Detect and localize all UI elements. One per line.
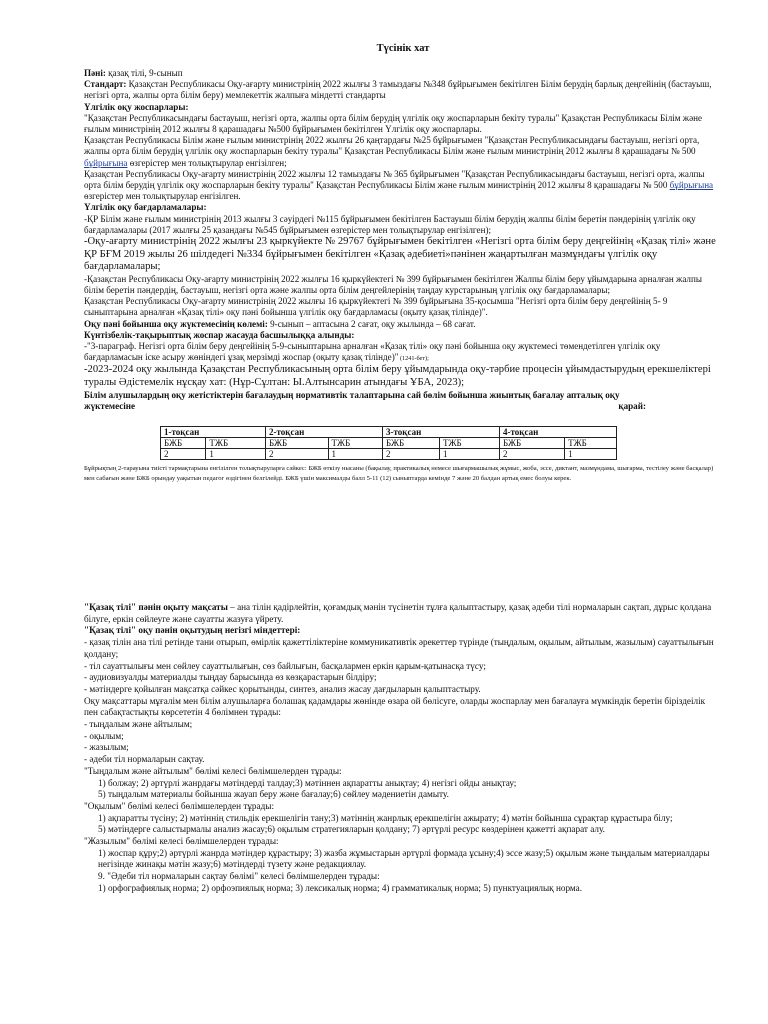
q3-bjb-value: 2 [383,449,440,460]
section-3: - жазылым; [84,742,129,753]
section-4: - әдеби тіл нормаларын сақтау. [84,754,205,765]
plan-3-text: Қазақстан Республикасы Оқу-ағарту министрінің 2022 жылғы 12 тамыздағы № 365 бұйрығымен "Қазақстан Республикасындағы бастауыш, негізгі орта, жалпы орта білім берудің үлгілік оқу жоспарларын бекіту туралы" Қазақстан Республикасы Білім және ғылым министрінің 2012 жылғы 8 қарашадағы № 500 [84,168,705,191]
ktp-heading: Күнтізбелік-тақырыптық жоспар жасауда басшылыққа алынды: [84,329,355,340]
standard-line [84,79,720,101]
quarter-3-header: 3-тоқсан [383,427,500,438]
ktp-item-1-text: -"3-параграф. Негізгі орта білім беру деңгейінің 5-9-сыныптарына арналған «Қазақ тілі» оқу пәні бойынша оқу жүктемесі төмендетілген үлгілік оқу бағдарламасын іске асыру жөніндегі ұзақ мерзімді жоспар (оқыту қазақ тілінде)" [84,341,661,363]
program-3: -Қазақстан Республикасы Оқу-ағарту министрінің 2022 жылғы 16 қыркүйектегі № 399 бұйрығымен бекітілген Жалпы білім беру ұйымдарына арналған жалпы білім беретін пәндердің, бастауыш, негізгі орта және жалпы орта білім деңгейлерінің таңдау курстарының үлгілік оқу бағдарламалары; [84,273,702,296]
plan-2-tail: өзгерістер мен толықтырулар енгізілген; [127,157,287,168]
plan-3 [84,169,720,203]
q4-tjb-value: 1 [565,449,617,460]
q3-tjb-value: 1 [440,449,500,460]
section-1: - тыңдалым және айтылым; [84,719,193,730]
listening-subs-2: 5) тыңдалым материалы бойынша жауап беру және бағалау;6) сөйлеу мәдениетін дамыту. [98,789,449,800]
ktp-item-2: -2023-2024 оқу жылында Қазақстан Республикасының орта білім беру ұйымдарында оқу-тәрбие процесін ұйымдастырудың ерекшеліктері туралы Әдістемелік нұсқау хат: (Нұр-Сұлтан: Ы.Алтынсарин атындағы ҰБА, 2023); [84,364,711,389]
quarter-2-header: 2-тоқсан [266,427,383,438]
assessment-heading [84,390,720,412]
standard-label: Стандарт: [84,79,127,90]
subject-line [84,68,720,79]
standard-value: Қазақстан Республикасы Оқу-ағарту министрінің 2022 жылғы 3 тамыздағы №348 бұйрығымен бекітілген Білім берудің барлық деңгейінің (бастауыш, негізгі орта, жалпы орта білім беру) мемлекеттік жалпыға міндетті стандарты [84,79,712,101]
listening-heading: "Тыңдалым және айтылым" бөлімі келесі бөлімшелерден тұрады: [84,765,342,776]
sections-intro: Оқу мақсаттары мұғалім мен білім алушыларға болашақ қадамдары жөнінде өзара ой бөлісуге, оларды жоспарлау мен бағалауға мүмкіндік беретін біріздеілік пен сабақтастықты көрсететін 4 бөлімнен тұрады: [84,695,706,718]
q4-tjb-header: ТЖБ [565,438,617,449]
listening-subs-1: 1) болжау; 2) әртүрлі жанрдағы мәтіндерді талдау;3) мәтіннен ақпаратты анықтау; 4) негізгі ойды анықтау; [98,777,517,788]
aim-paragraph [84,602,720,625]
quarter-row [161,427,617,438]
plan-1: "Қазақстан Республикасындағы бастауыш, негізгі орта, жалпы орта білім берудің үлгілік оқу жоспарларын бекіту туралы" Қазақстан Республикасы Білім және ғылым министрінің 2012 жылғы 8 қарашадағы №500 бұйрығымен бекітілген Үлгілік оқу жоспарлары. [84,112,703,135]
program-4: Қазақстан Республикасы Оқу-ағарту министрінің 2022 жылғы 16 қыркүйектегі № 399 бұйрығына 35-қосымша "Негізгі орта білім беру деңгейінің 5- 9 сыныптарына арналған «Қазақ тілі» оқу пәні бойынша үлгілік оқу бағдарламасы (оқыту қазақ тілінде)". [84,296,668,318]
task-2: - тіл сауаттылығы мен сөйлеу сауаттылығын, сөз байлығын, басқалармен еркін қарым-қатынасқа түсу; [84,660,486,671]
q2-tjb-value: 1 [328,449,382,460]
plan-3-tail: өзгерістер мен толықтырулар енгізілген. [84,191,241,202]
task-4: - мәтіндерге қойылған мақсатқа сәйкес қорытынды, синтез, анализ жасау дағдыларын қалыптастыру. [84,683,481,694]
aim-label: "Қазақ тілі" пәнін оқыту мақсаты [84,602,228,612]
q3-tjb-header: ТЖБ [440,438,500,449]
intro-block [84,68,720,412]
plan-2-text: Қазақстан Республикасы Білім және ғылым министрінің 2022 жылғы 26 қаңтардағы №25 бұйрығымен "Қазақстан Республикасындағы бастауыш, негізгі орта, жалпы орта білім берудің үлгілік оқу жоспарларын бекіту туралы" Қазақстан Республикасы Білім және ғылым министрінің 2012 жылғы 8 қарашадағы № 500 [84,135,700,157]
plan-2 [84,135,720,169]
ktp-item-1 [84,341,720,364]
goals-block [84,602,720,895]
subheader-row [161,438,617,449]
q4-bjb-header: БЖБ [500,438,565,449]
programs-heading: Үлгілік оқу бағдарламалары: [84,202,207,213]
document-title: Түсінік хат [376,43,430,54]
writing-subs: 1) жоспар құру;2) әртүрлі жанрда мәтіндер құрастыру; 3) жазба жұмыстарын әртүрлі формада ұсыну;4) эссе жазу;5) оқылым және тыңдалым материалдары негізінде жинақы мәтін жазу;6) мәтіндерді түзету және редакциялау. [98,847,710,870]
q3-bjb-header: БЖБ [383,438,440,449]
norms-subs: 1) орфографиялық норма; 2) орфоэпиялық норма; 3) лексикалық норма; 4) грамматикалық норма; 5) пунктуациялық норма. [98,882,583,893]
reading-subs-1: 1) ақпаратты түсіну; 2) мәтіннің стильдік ерекшелігін тану;3) мәтіннің жанрлық ерекшелігін ажырату; 4) мәтін бойынша сұрақтар құрастыра білу; [98,812,673,823]
volume-value: 9-сынып – аптасына 2 сағат, оқу жылында – 68 сағат. [267,318,476,329]
q1-bjb-header: БЖБ [161,438,206,449]
subject-label: Пәні: [84,68,106,78]
q1-tjb-value: 1 [206,449,266,460]
writing-heading: "Жазылым" бөлімі келесі бөлімшелерден тұрады: [84,836,279,847]
values-row [161,449,617,460]
q2-bjb-value: 2 [266,449,329,460]
norms-heading: 9. "Әдеби тіл нормаларын сақтау бөлімі" келесі бөлімшелерден тұрады: [98,871,380,882]
section-2: - оқылым; [84,730,124,741]
reading-heading: "Оқылым" бөлімі келесі бөлімшелерден тұрады: [84,800,274,811]
table-footnote: Бұйрықтың 2-тарауына тиісті тармақтарына енгізілген толықтыруларға сәйкес: БЖБ өткізу нысаны (бақылау, практикалық немесе шығармашылық жұмыс, жоба, эссе, диктант, мазмұндама, шығарма, тестілеу және басқалар) мен сабағын және БЖБ орындау уақытын педагог өздігінен белгілейді. БЖБ үшін максималды балл 5-11 (12) сыныптарда кемінде 7 және 20 балдан артық емес болуы керек. [84,465,714,482]
plan-2-link[interactable]: бұйрығына [84,157,128,168]
subject-value: қазақ тілі, 9-сынып [105,68,183,78]
q1-bjb-value: 2 [161,449,206,460]
ktp-item-1-page: (1241-бет); [398,355,429,363]
tasks-heading: "Қазақ тілі" оқу пәнін оқытудың негізгі міндеттері: [84,625,301,636]
q2-tjb-header: ТЖБ [328,438,382,449]
q2-bjb-header: БЖБ [266,438,329,449]
plan-3-link[interactable]: бұйрығына [669,180,714,191]
quarter-4-header: 4-тоқсан [500,427,617,438]
program-2: -Оқу-ағарту министрінің 2022 жылғы 23 қыркүйекте № 29767 бұйрығымен бекітілген «Негізгі орта білім беру деңгейінің «Қазақ тілі» және ҚР БҒМ 2019 жылы 26 шілдедегі №334 бұйрығымен бекітілген «Қазақ әдебиеті»пәнінен жаңартылған мазмұндағы үлгілік оқу бағдарламалары; [84,236,716,273]
plans-heading: Үлгілік оқу жоспарлары: [84,101,189,112]
reading-subs-2: 5) мәтіндерге салыстырмалы анализ жасау;6) оқылым стратегияларын қолдану; 7) әртүрлі ресурс көздерінен қажетті ақпарат алу. [98,824,605,835]
aim-text: – ана тілін қадірлейтін, қоғамдық мәнін түсінетін тұлға қалыптастыру, қазақ әдеби тілі нормаларын сақтап, дұрыс қолдана білуге, еркін сөйлеуге және сауатты жазуға үйрету. [84,602,712,624]
q1-tjb-header: ТЖБ [206,438,266,449]
task-3: - аудиовизуалды материалды тыңдау барысында өз көзқарастарын білдіру; [84,672,377,683]
assessment-table [160,426,617,460]
task-1: - қазақ тілін ана тілі ретінде тани отырып, өмірлік қажеттіліктеріне коммуникативтік әрекеттер түрінде (тыңдалым, оқылым, айтылым, жазылым) сауаттылығын қолдану; [84,637,714,659]
volume-label: Оқу пәні бойынша оқу жүктемесінің көлемі: [84,318,268,329]
assessment-heading-text: Білім алушылардың оқу жетістіктерін бағалаудың нормативтік талаптарына сай бөлім бойынша жиынтық бағалау апталық оқу жүктемесіне [84,389,620,411]
volume-line [84,319,720,330]
program-1: -ҚР Білім және ғылым министрінің 2013 жылғы 3 сәуірдегі №115 бұйрығымен бекітілген Бастауыш білім берудің жалпы білім беретін пәндерінің үлгілік оқу бағдарламалары (2017 жылғы 25 қазандағы №545 бұйрығымен өзгерістер мен толықтырулар енгізілген); [84,213,696,235]
quarter-1-header: 1-тоқсан [161,427,266,438]
q4-bjb-value: 2 [500,449,565,460]
assessment-heading-end: қарай: [618,400,646,411]
